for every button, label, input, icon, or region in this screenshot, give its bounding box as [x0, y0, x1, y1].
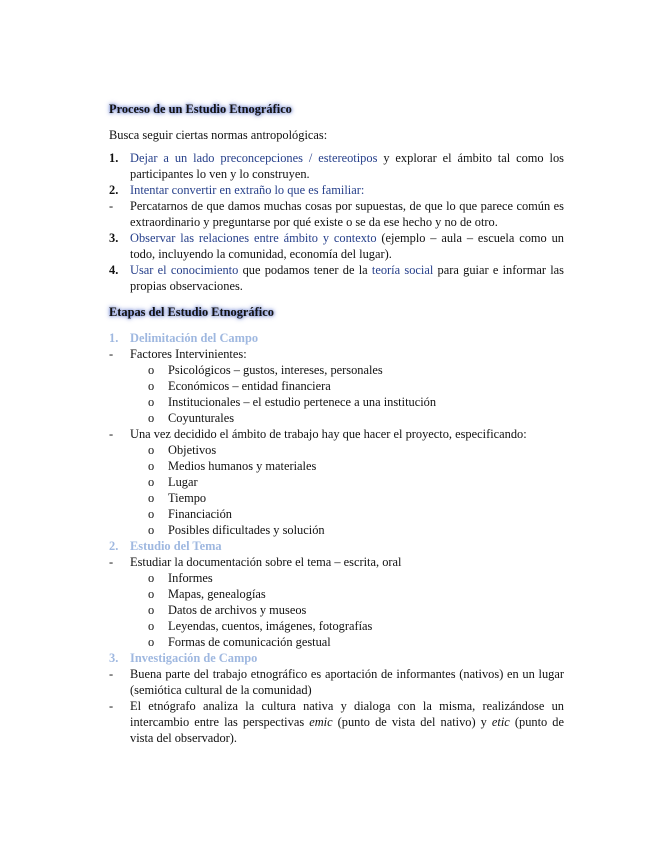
bullet-item: o Lugar — [148, 475, 198, 489]
list-number: 3. — [109, 231, 119, 245]
bullet-marker: o — [148, 603, 155, 617]
bullet-marker: o — [148, 411, 155, 425]
stage-heading-3: 3. Investigación de Campo — [109, 651, 258, 665]
bullet-marker: o — [148, 523, 155, 537]
bullet-item: o Coyunturales — [148, 411, 235, 425]
list-item-1: 1. Dejar a un lado preconcepciones / estereotipos y explorar el ámbito tal como los participantes lo ven y lo construyen. — [109, 151, 564, 181]
list-number: 2. — [109, 183, 119, 197]
dash-marker: - — [109, 699, 114, 713]
bullet-item: o Tiempo — [148, 491, 207, 505]
intro-text: Busca seguir ciertas normas antropológicas: — [109, 128, 328, 142]
bullet-item: o Medios humanos y materiales — [148, 459, 317, 473]
highlight-text: Usar el conocimiento — [130, 263, 239, 277]
bullet-marker: o — [148, 587, 155, 601]
bullet-item: o Formas de comunicación gestual — [148, 635, 331, 649]
list-number: 1. — [109, 151, 119, 165]
dash-marker: - — [109, 199, 114, 213]
dash-marker: - — [109, 555, 114, 569]
stage-heading-1: 1. Delimitación del Campo — [109, 331, 259, 345]
list-item-4: 4. Usar el conocimiento que podamos tener de la teoría social para guiar e informar las propias observaciones. — [109, 263, 564, 293]
dash-item: - Buena parte del trabajo etnográfico es aportación de informantes (nativos) en un lugar (semiótica cultural de la comunidad) — [109, 667, 564, 697]
bullet-item: o Informes — [148, 571, 213, 585]
dash-item: - Percatarnos de que damos muchas cosas por supuestas, de que lo que parece común es extraordinario y preguntarse por qué existe o se da ese hecho y no de otro. — [109, 199, 564, 229]
highlight-text: Observar las relaciones entre ámbito y contexto — [130, 231, 377, 245]
highlight-text: teoría social — [371, 263, 434, 277]
dash-item: - El etnógrafo analiza la cultura nativa y dialoga con la misma, realizándose un intercambio entre las perspectivas emic (punto de vista del nativo) y etic (punto de vista del observador). — [109, 699, 564, 745]
bullet-item: o Objetivos — [148, 443, 217, 457]
bullet-item: o Datos de archivos y museos — [148, 603, 307, 617]
bullet-marker: o — [148, 379, 155, 393]
bullet-marker: o — [148, 635, 155, 649]
highlight-text: Dejar a un lado preconcepciones / estereotipos — [130, 151, 378, 165]
list-item-3: 3. Observar las relaciones entre ámbito y contexto (ejemplo – aula – escuela como un todo, incluyendo la comunidad, economía del lugar). — [109, 231, 564, 261]
section-heading: Etapas del Estudio Etnográfico — [109, 305, 274, 319]
bullet-marker: o — [148, 395, 155, 409]
dash-item: - Factores Intervinientes: — [109, 347, 247, 361]
bullet-item: o Financiación — [148, 507, 232, 521]
bullet-item: o Económicos – entidad financiera — [148, 379, 331, 393]
dash-item: - Estudiar la documentación sobre el tema – escrita, oral — [109, 555, 402, 569]
dash-marker: - — [109, 347, 114, 361]
highlight-text: Intentar convertir en extraño lo que es familiar: — [130, 183, 365, 197]
bullet-marker: o — [148, 507, 155, 521]
bullet-item: o Institucionales – el estudio pertenece a una institución — [148, 395, 437, 409]
bullet-item: o Mapas, genealogías — [148, 587, 266, 601]
bullet-item: o Psicológicos – gustos, intereses, personales — [148, 363, 383, 377]
bullet-marker: o — [148, 475, 155, 489]
stage-heading-2: 2. Estudio del Tema — [109, 539, 222, 553]
bullet-marker: o — [148, 443, 155, 457]
document-content — [109, 101, 564, 746]
bullet-marker: o — [148, 363, 155, 377]
page-title: Proceso de un Estudio Etnográfico — [109, 102, 292, 116]
bullet-item: o Posibles dificultades y solución — [148, 523, 325, 537]
list-item-2 — [109, 182, 564, 198]
dash-marker: - — [109, 427, 114, 441]
dash-marker: - — [109, 667, 114, 681]
bullet-marker: o — [148, 571, 155, 585]
bullet-marker: o — [148, 459, 155, 473]
list-number: 4. — [109, 263, 119, 277]
bullet-marker: o — [148, 491, 155, 505]
bullet-marker: o — [148, 619, 155, 633]
bullet-item: o Leyendas, cuentos, imágenes, fotografías — [148, 619, 373, 633]
dash-item: - Una vez decidido el ámbito de trabajo hay que hacer el proyecto, especificando: — [109, 427, 527, 441]
